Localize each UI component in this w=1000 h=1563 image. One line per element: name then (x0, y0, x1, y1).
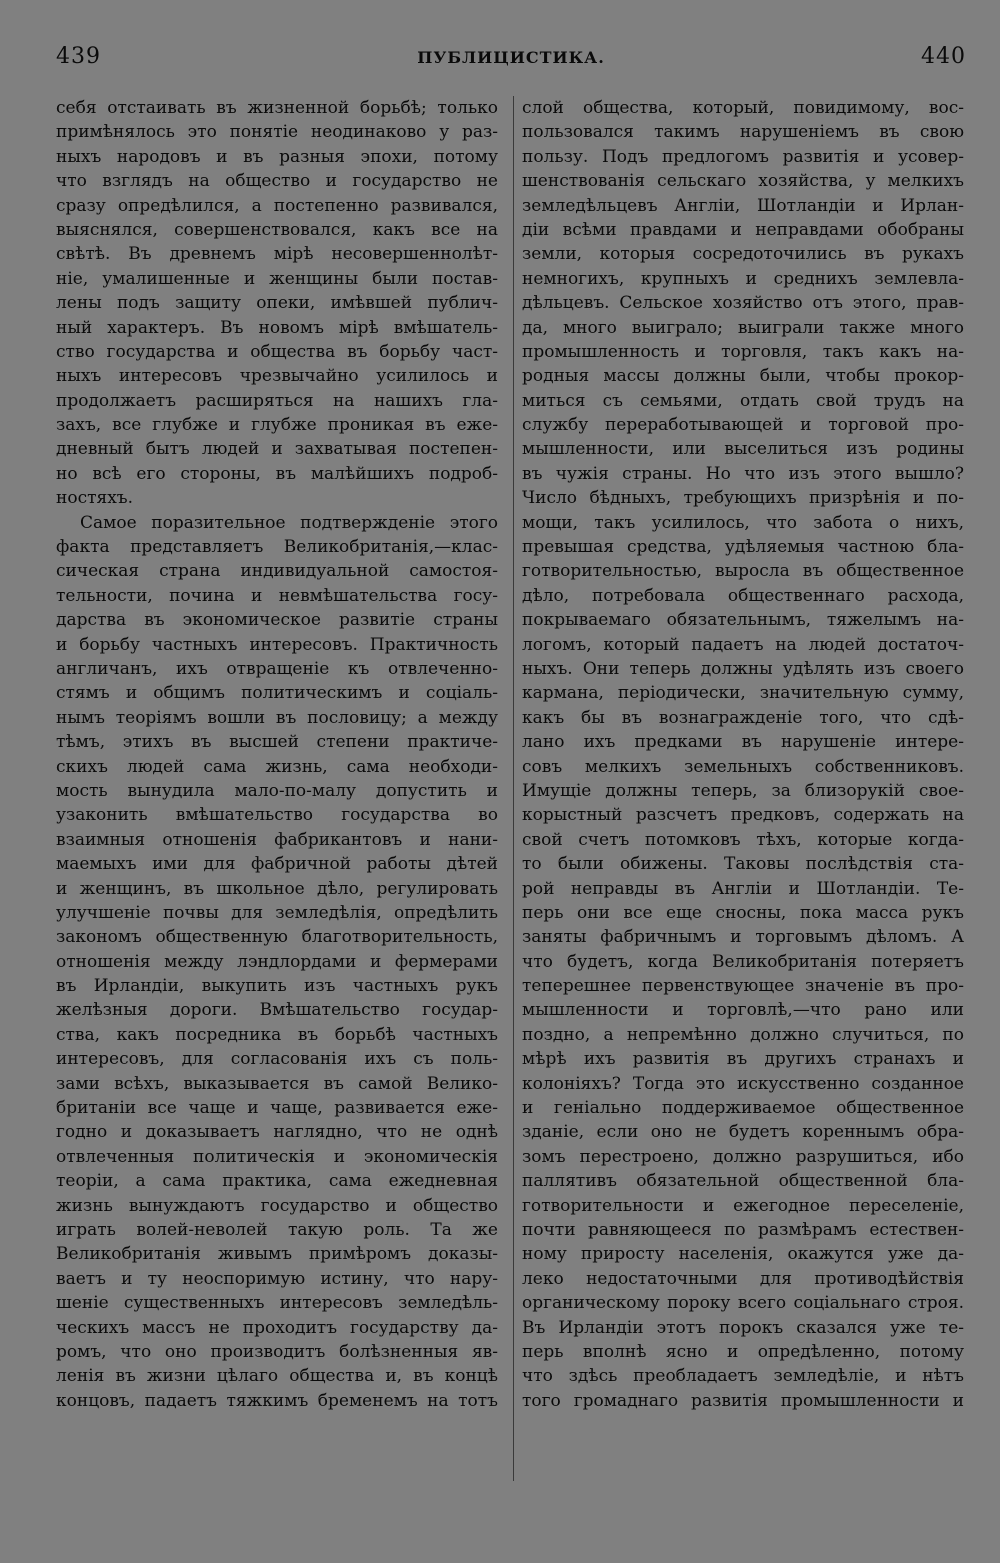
text-line: примѣнялось это понятіе неодинаково у раз- (56, 122, 498, 143)
text-line: годно и доказываетъ наглядно, что не однѣ (56, 1122, 498, 1143)
text-line: дѣло, потребовала общественнаго расхода, (522, 585, 964, 606)
text-line: земли, которыя сосредоточились въ рукахъ (522, 244, 964, 265)
text-line: теперешнее первенствующее значеніе въ про- (522, 976, 964, 997)
text-line: факта представляетъ Великобританія,—клас- (56, 537, 498, 558)
text-line: англичанъ, ихъ отвращеніе къ отвлеченно- (56, 658, 498, 679)
text-line: ческихъ массъ не проходитъ государству да- (56, 1317, 498, 1338)
text-line: свѣтѣ. Въ древнемъ мірѣ несовершеннолѣт- (56, 244, 498, 265)
text-line: зами всѣхъ, выказывается въ самой Велико- (56, 1073, 498, 1094)
text-line: мѣрѣ ихъ развитія въ другихъ странахъ и (522, 1049, 964, 1070)
text-line: логомъ, который падаетъ на людей достаточ- (522, 634, 964, 655)
text-line: скихъ людей сама жизнь, сама необходи- (56, 756, 498, 777)
text-line: мощи, такъ усилилось, что забота о нихъ, (522, 512, 964, 533)
text-line: ному приросту населенія, окажутся уже да- (522, 1244, 964, 1265)
text-line: Самое поразительное подтвержденіе этого (80, 512, 498, 533)
text-line: немногихъ, крупныхъ и среднихъ землевла- (522, 268, 964, 289)
text-line: взаимныя отношенія фабрикантовъ и нани- (56, 829, 498, 850)
text-line: земледѣльцевъ Англіи, Шотландіи и Ирлан- (522, 195, 964, 216)
text-line: ства, какъ посредника въ борьбѣ частныхъ (56, 1024, 498, 1045)
text-line: дѣльцевъ. Сельское хозяйство отъ этого, прав- (522, 293, 964, 314)
text-line: органическому пороку всего соціальнаго строя. (522, 1293, 964, 1314)
text-line: промышленность и торговля, такъ какъ на- (522, 341, 964, 362)
text-line: и женщинъ, въ школьное дѣло, регулировать (56, 878, 498, 899)
text-line: кармана, періодически, значительную сумму, (522, 683, 964, 704)
text-line: мышленности и торговлѣ,—что рано или (522, 1000, 964, 1021)
text-line: ленія въ жизни цѣлаго общества и, въ концѣ (56, 1366, 498, 1387)
text-line: Великобританія живымъ примѣромъ доказы- (56, 1244, 498, 1265)
text-line: что будетъ, когда Великобританія потеряетъ (522, 951, 964, 972)
text-line: продолжаетъ расширяться на нашихъ гла- (56, 390, 498, 411)
text-line: британіи все чаще и чаще, развивается еже- (56, 1098, 498, 1119)
text-line: что взглядъ на общество и государство не (56, 171, 498, 192)
text-line: службу переработывающей и торговой про- (522, 415, 964, 436)
text-line: сразу опредѣлился, а постепенно развивался, (56, 195, 498, 216)
page-number-right: 440 (921, 44, 966, 69)
text-line: отношенія между лэндлордами и фермерами (56, 951, 498, 972)
text-line: дарства въ экономическое развитіе страны (56, 610, 498, 631)
text-line: Имущіе должны теперь, за близорукій свое- (522, 780, 964, 801)
text-line: родныя массы должны были, чтобы прокор- (522, 366, 964, 387)
text-line: поздно, а непремѣнно должно случиться, по (522, 1024, 964, 1045)
text-line: лано ихъ предками въ нарушеніе интере- (522, 732, 964, 753)
text-line: узаконить вмѣшательство государства во (56, 805, 498, 826)
text-line: Число бѣдныхъ, требующихъ призрѣнія и по- (522, 488, 964, 509)
text-line: готворительности и ежегодное переселеніе, (522, 1195, 964, 1216)
text-line: пользовался такимъ нарушеніемъ въ свою (522, 122, 964, 143)
text-line: тѣмъ, этихъ въ высшей степени практиче- (56, 732, 498, 753)
text-line: но всѣ его стороны, въ малѣйшихъ подроб- (56, 463, 498, 484)
text-line: миться съ семьями, отдать свой трудъ на (522, 390, 964, 411)
text-line: нымъ теоріямъ вошли въ пословицу; а между (56, 707, 498, 728)
text-line: играть волей-неволей такую роль. Та же (56, 1219, 498, 1240)
text-line: и геніально поддерживаемое общественное (522, 1098, 964, 1119)
text-line: то были обижены. Таковы послѣдствія ста- (522, 854, 964, 875)
text-line: ныхъ интересовъ чрезвычайно усилилось и (56, 366, 498, 387)
text-line: мышленности, или выселиться изъ родины (522, 439, 964, 460)
text-line: маемыхъ ими для фабричной работы дѣтей (56, 854, 498, 875)
text-line: ныхъ народовъ и въ разныя эпохи, потому (56, 146, 498, 167)
text-line: перь они все еще сносны, пока масса рукъ (522, 902, 964, 923)
text-line: какъ бы въ вознагражденіе того, что сдѣ- (522, 707, 964, 728)
text-line: выяснялся, совершенствовался, какъ все на (56, 219, 498, 240)
running-header (56, 44, 966, 78)
text-line: концовъ, падаетъ тяжкимъ бременемъ на тотъ (56, 1390, 498, 1411)
text-line: корыстный разсчетъ предковъ, содержать на (522, 805, 964, 826)
text-line: что здѣсь преобладаетъ земледѣліе, и нѣтъ (522, 1366, 964, 1387)
text-line: Въ Ирландіи этотъ порокъ сказался уже те- (522, 1317, 964, 1338)
page-number-left: 439 (56, 44, 101, 69)
text-line: превышая средства, удѣляемыя частною бла- (522, 537, 964, 558)
text-line: леко недостаточными для противодѣйствія (522, 1268, 964, 1289)
text-line: мость вынудила мало-по-малу допустить и (56, 780, 498, 801)
text-line: готворительностью, выросла въ общественное (522, 561, 964, 582)
text-line: ромъ, что оно производитъ болѣзненныя яв- (56, 1341, 498, 1362)
text-line: зомъ перестроено, должно разрушиться, ибо (522, 1146, 964, 1167)
text-line: покрываемаго обязательнымъ, тяжелымъ на- (522, 610, 964, 631)
text-column-right (522, 96, 964, 1413)
text-line: отвлеченныя политическія и экономическія (56, 1146, 498, 1167)
text-line: совъ мелкихъ земельныхъ собственниковъ. (522, 756, 964, 777)
text-line: закономъ общественную благотворительность, (56, 927, 498, 948)
text-line: шеніе существенныхъ интересовъ земледѣль- (56, 1293, 498, 1314)
text-line: зданіе, если оно не будетъ кореннымъ обра- (522, 1122, 964, 1143)
text-line: ныхъ. Они теперь должны удѣлять изъ своего (522, 658, 964, 679)
text-line: того громаднаго развитія промышленности и (522, 1390, 964, 1411)
text-line: дневный бытъ людей и захватывая постепен- (56, 439, 498, 460)
text-line: ство государства и общества въ борьбу част- (56, 341, 498, 362)
text-line: лены подъ защиту опеки, имѣвшей публич- (56, 293, 498, 314)
text-line: паллятивъ обязательной общественной бла- (522, 1171, 964, 1192)
text-line: да, много выиграло; выиграли также много (522, 317, 964, 338)
text-line: захъ, все глубже и глубже проникая въ еже- (56, 415, 498, 436)
text-line: заняты фабричнымъ и торговымъ дѣломъ. А (522, 927, 964, 948)
text-line: тельности, почина и невмѣшательства госу- (56, 585, 498, 606)
text-line: пользу. Подъ предлогомъ развитія и усовер- (522, 146, 964, 167)
text-line: почти равняющееся по размѣрамъ естествен- (522, 1219, 964, 1240)
text-column-left (56, 96, 498, 1413)
text-line: въ Ирландіи, выкупить изъ частныхъ рукъ (56, 976, 498, 997)
text-line: и борьбу частныхъ интересовъ. Практичность (56, 634, 498, 655)
text-line: сическая страна индивидуальной самостоя- (56, 561, 498, 582)
text-line: слой общества, который, повидимому, вос- (522, 98, 964, 118)
text-line: перь вполнѣ ясно и опредѣленно, потому (522, 1341, 964, 1362)
text-line: интересовъ, для согласованія ихъ съ поль- (56, 1049, 498, 1070)
text-line: ный характеръ. Въ новомъ мірѣ вмѣшатель- (56, 317, 498, 338)
text-line: жизнь вынуждаютъ государство и общество (56, 1195, 498, 1216)
text-line: колоніяхъ? Тогда это искусственно созданное (522, 1073, 964, 1094)
running-title: ПУБЛИЦИСТИКА. (417, 48, 605, 67)
text-line: теоріи, а сама практика, сама ежедневная (56, 1171, 498, 1192)
text-line: шенствованія сельскаго хозяйства, у мелкихъ (522, 171, 964, 192)
text-line: свой счетъ потомковъ тѣхъ, которые когда- (522, 829, 964, 850)
text-line: желѣзныя дороги. Вмѣшательство государ- (56, 1000, 498, 1021)
text-line: рой неправды въ Англіи и Шотландіи. Те- (522, 878, 964, 899)
text-line: діи всѣми правдами и неправдами обобраны (522, 219, 964, 240)
column-divider (513, 96, 514, 1481)
text-line: себя отстаивать въ жизненной борьбѣ; только (56, 98, 498, 118)
text-line: стямъ и общимъ политическимъ и соціаль- (56, 683, 498, 704)
text-line: улучшеніе почвы для земледѣлія, опредѣлить (56, 902, 498, 923)
text-line: ваетъ и ту неоспоримую истину, что нару- (56, 1268, 498, 1289)
text-line: въ чужія страны. Но что изъ этого вышло? (522, 463, 964, 484)
text-line: ностяхъ. (56, 488, 134, 509)
text-line: ніе, умалишенные и женщины были постав- (56, 268, 498, 289)
